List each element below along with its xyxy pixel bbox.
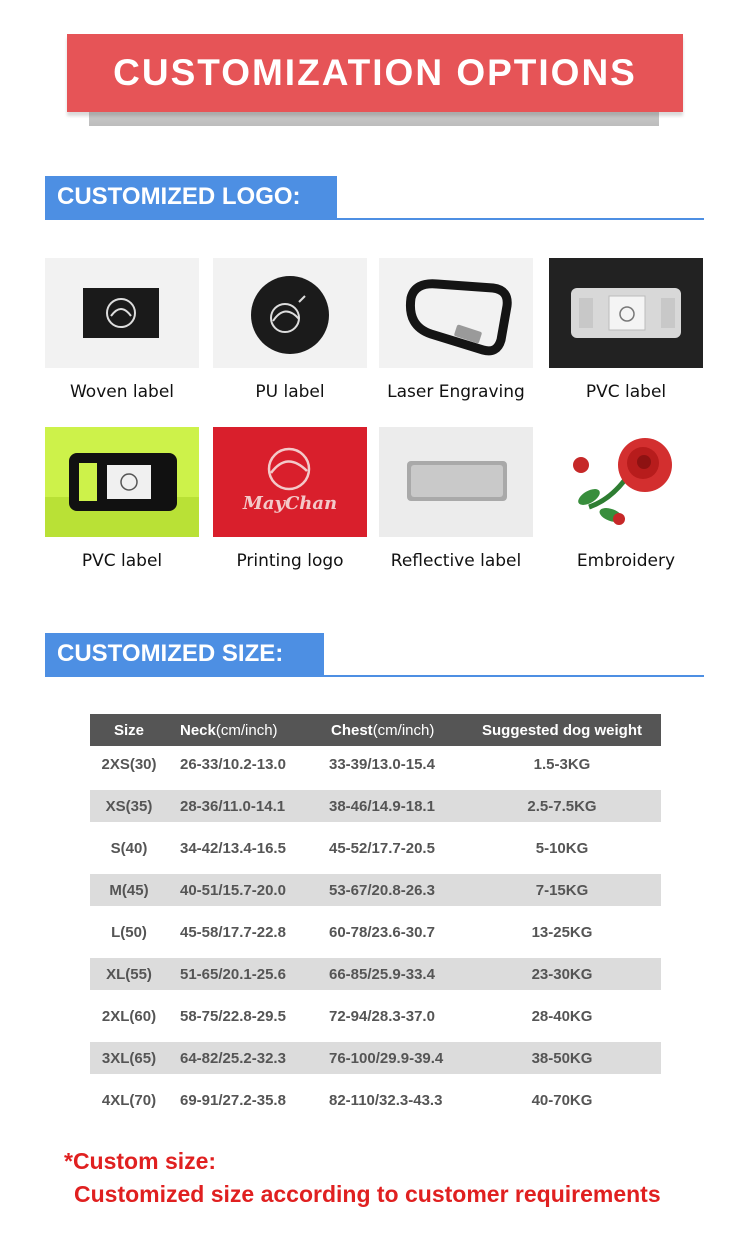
header-neck: Neck(cm/inch) [180, 721, 278, 739]
pu-label-image [213, 258, 367, 368]
pvc-buckle-image [549, 258, 703, 368]
table-row: L(50) 45-58/17.7-22.8 60-78/23.6-30.7 13-25KG [111, 923, 593, 941]
table-row: M(45) 40-51/15.7-20.0 53-67/20.8-26.3 7-15KG [90, 874, 661, 906]
header-size: Size [113, 721, 144, 739]
page-title-banner [67, 34, 683, 112]
logo-section-header [45, 176, 704, 220]
tile-label: Embroidery [576, 551, 676, 571]
table-row: XS(35) 28-36/11.0-14.1 38-46/14.9-18.1 2.5-7.5KG [90, 790, 661, 822]
tile-label: Printing logo [236, 551, 344, 571]
custom-size-note-title: *Custom size: [64, 1148, 217, 1174]
laser-engraving-image [379, 258, 533, 368]
logo-tile-embroidery [549, 427, 703, 571]
table-header [90, 714, 661, 746]
logo-tile-pvc-label-1 [549, 258, 703, 402]
section-divider [45, 218, 704, 220]
size-table [90, 714, 661, 1116]
header-chest: Chest(cm/inch) [331, 721, 435, 739]
tile-label: PVC label [81, 551, 163, 571]
table-row: 4XL(70) 69-91/27.2-35.8 82-110/32.3-43.3 40-70KG [101, 1091, 593, 1109]
reflective-label-image [379, 427, 533, 537]
embroidery-rose-image [549, 427, 703, 537]
logo-tile-pvc-label-2 [45, 427, 199, 571]
table-row: XL(55) 51-65/20.1-25.6 66-85/25.9-33.4 23-30KG [90, 958, 661, 990]
tile-label: Laser Engraving [387, 382, 525, 402]
table-row: 2XL(60) 58-75/22.8-29.5 72-94/28.3-37.0 28-40KG [101, 1007, 593, 1025]
table-row: 3XL(65) 64-82/25.2-32.3 76-100/29.9-39.4 38-50KG [90, 1042, 661, 1074]
pvc-label-collar-image [45, 427, 199, 537]
logo-section-title: CUSTOMIZED LOGO: [45, 176, 337, 218]
size-section-header [45, 633, 704, 677]
table-row: S(40) 34-42/13.4-16.5 45-52/17.7-20.5 5-10KG [110, 839, 589, 857]
header-weight: Suggested dog weight [482, 721, 642, 739]
logo-tile-woven-label [45, 258, 199, 402]
table-row: 2XS(30) 26-33/10.2-13.0 33-39/13.0-15.4 1.5-3KG [101, 755, 591, 773]
logo-tile-pu-label [213, 258, 367, 402]
custom-size-note-text: Customized size according to customer requirements [74, 1181, 661, 1207]
logo-tile-reflective-label [379, 427, 533, 571]
woven-label-image [45, 258, 199, 368]
tile-label: Woven label [69, 382, 175, 402]
tile-label: PU label [255, 382, 325, 402]
section-divider [45, 675, 704, 677]
size-section-title: CUSTOMIZED SIZE: [45, 633, 324, 675]
page-title: CUSTOMIZATION OPTIONS [113, 52, 637, 93]
printing-logo-image [213, 427, 367, 537]
printed-brand-text: MayChan [242, 493, 338, 514]
tile-label: Reflective label [390, 551, 522, 571]
tile-label: PVC label [585, 382, 667, 402]
logo-tile-laser-engraving [379, 258, 533, 402]
logo-tile-printing-logo [213, 427, 367, 571]
